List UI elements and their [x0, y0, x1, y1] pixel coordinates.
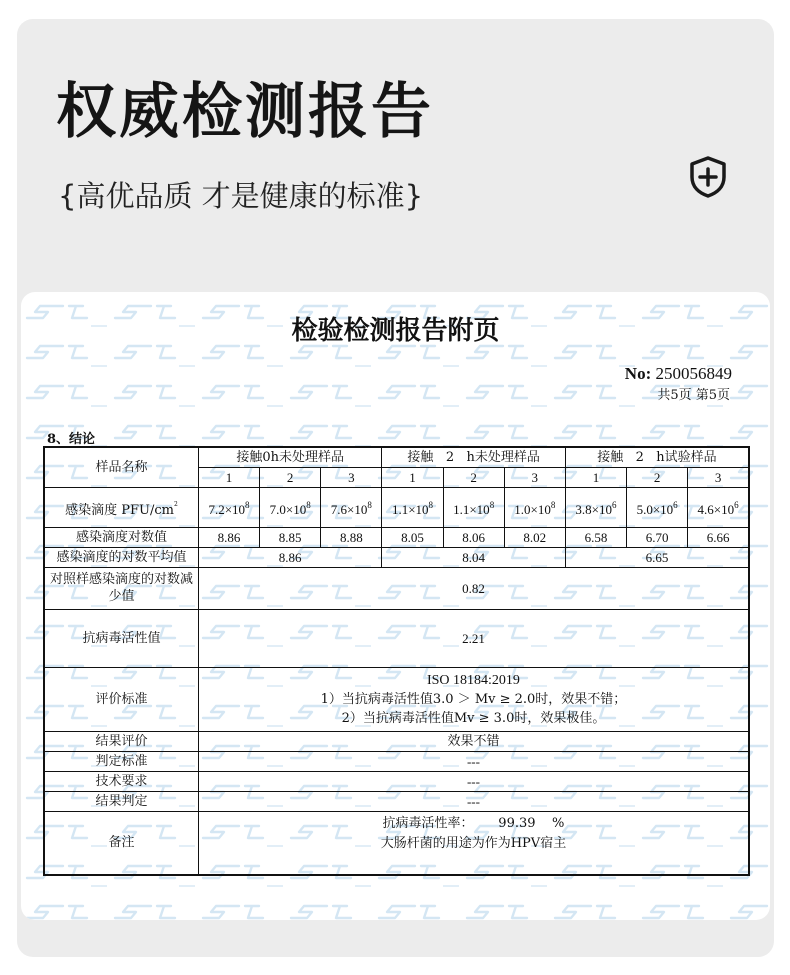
report-title: 检验检测报告附页 [291, 316, 500, 346]
reduction-value: 0.82 [198, 567, 749, 609]
judge-std-value: --- [198, 751, 749, 771]
titer-value: $1.1\times 10^8$ [382, 487, 443, 527]
section-heading: 8、结论 [47, 432, 96, 447]
avg-label: 感染滴度的对数平均值 [44, 547, 198, 567]
titer-value: $7.2\times 10^8$ [198, 487, 259, 527]
group-header: 接触0h未处理样品 [198, 447, 381, 467]
col-number: 3 [321, 467, 382, 487]
result-judge-value: --- [198, 791, 749, 811]
log-value: 8.02 [504, 527, 565, 547]
criteria-line: 1）当抗病毒活性值3.0 ＞ Mv ≥ 2.0时，效果不错； [320, 691, 627, 707]
col-number: 1 [382, 467, 443, 487]
result-judge-label: 结果判定 [44, 791, 198, 811]
log-value: 8.86 [198, 527, 259, 547]
report-number: No: 250056849 [624, 364, 732, 383]
page-subtitle: {高优品质 才是健康的标准} [58, 179, 424, 213]
log-value: 6.58 [565, 527, 626, 547]
activity-label: 抗病毒活性值 [44, 609, 198, 667]
col-number: 3 [504, 467, 565, 487]
log-value: 6.70 [627, 527, 688, 547]
log-value: 8.85 [260, 527, 321, 547]
col-number: 1 [565, 467, 626, 487]
shield-plus-icon [688, 155, 728, 199]
result-eval-value: 效果不错 [198, 731, 749, 751]
titer-value: $7.0\times 10^8$ [260, 487, 321, 527]
remark-line: 抗病毒活性率： 99.39 % [382, 815, 565, 831]
criteria-label: 评价标准 [44, 667, 198, 731]
tech-req-label: 技术要求 [44, 771, 198, 791]
col-number: 2 [627, 467, 688, 487]
titer-value: $1.1\times 10^8$ [443, 487, 504, 527]
results-table [43, 446, 750, 876]
criteria-line: ISO 18184:2019 [426, 672, 520, 688]
criteria-line: 2）当抗病毒活性值Mv ≥ 3.0时，效果极佳。 [341, 710, 606, 726]
log-value: 6.66 [688, 527, 749, 547]
titer-value: $5.0\times 10^6$ [627, 487, 688, 527]
report-card [21, 292, 770, 920]
avg-value: 8.86 [198, 547, 381, 567]
avg-value: 8.04 [382, 547, 565, 567]
remark-line: 大肠杆菌的用途为作为HPV宿主 [380, 835, 567, 851]
result-eval-label: 结果评价 [44, 731, 198, 751]
log-value: 8.88 [321, 527, 382, 547]
titer-value: $7.6\times 10^8$ [321, 487, 382, 527]
reduction-label: 对照样感染滴度的对数减少值 [44, 567, 198, 609]
col-number: 2 [260, 467, 321, 487]
col-number: 1 [198, 467, 259, 487]
titer-value: $1.0\times 10^8$ [504, 487, 565, 527]
report-pages: 共5页 第5页 [657, 388, 730, 403]
remark-label: 备注 [44, 811, 198, 875]
tech-req-value: --- [198, 771, 749, 791]
page-title: 权威检测报告 [56, 77, 434, 147]
activity-value: 2.21 [198, 609, 749, 667]
judge-std-label: 判定标准 [44, 751, 198, 771]
titer-label: 感染滴度 PFU/$cm^2$ [44, 487, 198, 527]
col-number: 3 [688, 467, 749, 487]
avg-value: 6.65 [565, 547, 749, 567]
log-value: 8.05 [382, 527, 443, 547]
titer-value: $4.6\times 10^6$ [688, 487, 749, 527]
group-header: 接触 2 h试验样品 [565, 447, 749, 467]
log-label: 感染滴度对数值 [44, 527, 198, 547]
remark-text [198, 811, 749, 875]
log-value: 8.06 [443, 527, 504, 547]
sample-name-label: 样品名称 [44, 447, 198, 487]
col-number: 2 [443, 467, 504, 487]
criteria-text [198, 667, 749, 731]
group-header: 接触 2 h未处理样品 [382, 447, 565, 467]
titer-value: $3.8\times 10^6$ [565, 487, 626, 527]
